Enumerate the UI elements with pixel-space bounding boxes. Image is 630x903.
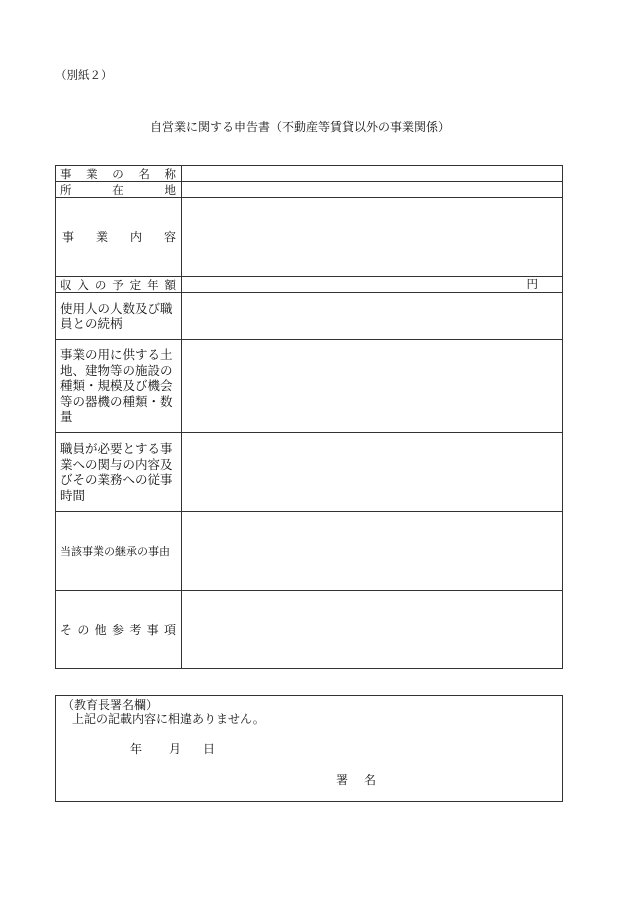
form-row-location <box>56 182 563 198</box>
form-row-business-content <box>56 198 563 277</box>
confirmation-statement: 上記の記載内容に相違ありません。 <box>72 712 265 726</box>
location-field <box>182 182 563 197</box>
form-row-other-notes <box>56 591 563 669</box>
succession-reason-label: 当該事業の継承の事由 <box>60 544 170 558</box>
annual-income-label-cell <box>56 277 182 292</box>
other-notes-label-cell <box>56 591 182 668</box>
business-content-label: 事業内容 <box>62 230 176 244</box>
facilities-field <box>182 340 563 432</box>
date-day-label: 日 <box>203 742 216 756</box>
involvement-label-cell <box>56 433 182 511</box>
other-notes-label: その他参考事項 <box>60 622 176 637</box>
facilities-label-line: 量 <box>60 409 73 425</box>
location-label-cell <box>56 182 182 197</box>
attachment-label: （別紙２） <box>55 68 113 82</box>
involvement-field <box>182 433 563 511</box>
form-row-facilities <box>56 340 563 433</box>
employees-label-cell <box>56 293 182 339</box>
facilities-label-line: 事業の用に供する土 <box>60 347 173 363</box>
form-row-succession-reason <box>56 512 563 591</box>
signature-box-heading: （教育長署名欄） <box>62 698 159 712</box>
involvement-label-line: 職員が必要とする事 <box>60 441 173 456</box>
location-label: 所在地 <box>60 182 176 197</box>
facilities-label-line: 等の器機の種類・数 <box>60 393 173 409</box>
superintendent-signature-box <box>55 695 563 802</box>
facilities-label-cell <box>56 340 182 432</box>
employees-label-line: 員との続柄 <box>60 316 123 331</box>
succession-reason-field <box>182 512 563 590</box>
form-row-involvement <box>56 433 563 512</box>
form-row-employees <box>56 293 563 340</box>
business-name-field <box>182 166 563 181</box>
other-notes-field <box>182 591 563 668</box>
date-month-label: 月 <box>169 742 182 756</box>
document-title: 自営業に関する申告書（不動産等賃貸以外の事業関係） <box>150 120 451 134</box>
signature-label: 署名 <box>336 773 376 787</box>
business-name-label: 事業の名称 <box>60 166 176 181</box>
involvement-label-line: 業への関与の内容及 <box>60 456 173 472</box>
business-name-label-cell <box>56 166 182 181</box>
yen-unit: 円 <box>526 277 538 291</box>
business-content-label-cell <box>56 198 182 276</box>
business-content-field <box>182 198 563 276</box>
declaration-form-table <box>55 165 563 669</box>
annual-income-field <box>182 277 563 292</box>
facilities-label-line: 地、建物等の施設の <box>60 362 173 378</box>
involvement-label-line: 時間 <box>60 487 86 503</box>
date-year-label: 年 <box>130 742 143 756</box>
annual-income-label: 収入の予定年額 <box>60 277 176 292</box>
facilities-label-line: 種類・規模及び機会 <box>60 378 173 394</box>
form-row-business-name <box>56 166 563 182</box>
form-row-annual-income <box>56 277 563 293</box>
employees-field <box>182 293 563 339</box>
employees-label-line: 使用人の人数及び職 <box>60 300 173 316</box>
involvement-label-line: びその業務への従事 <box>60 472 173 487</box>
succession-reason-label-cell <box>56 512 182 590</box>
